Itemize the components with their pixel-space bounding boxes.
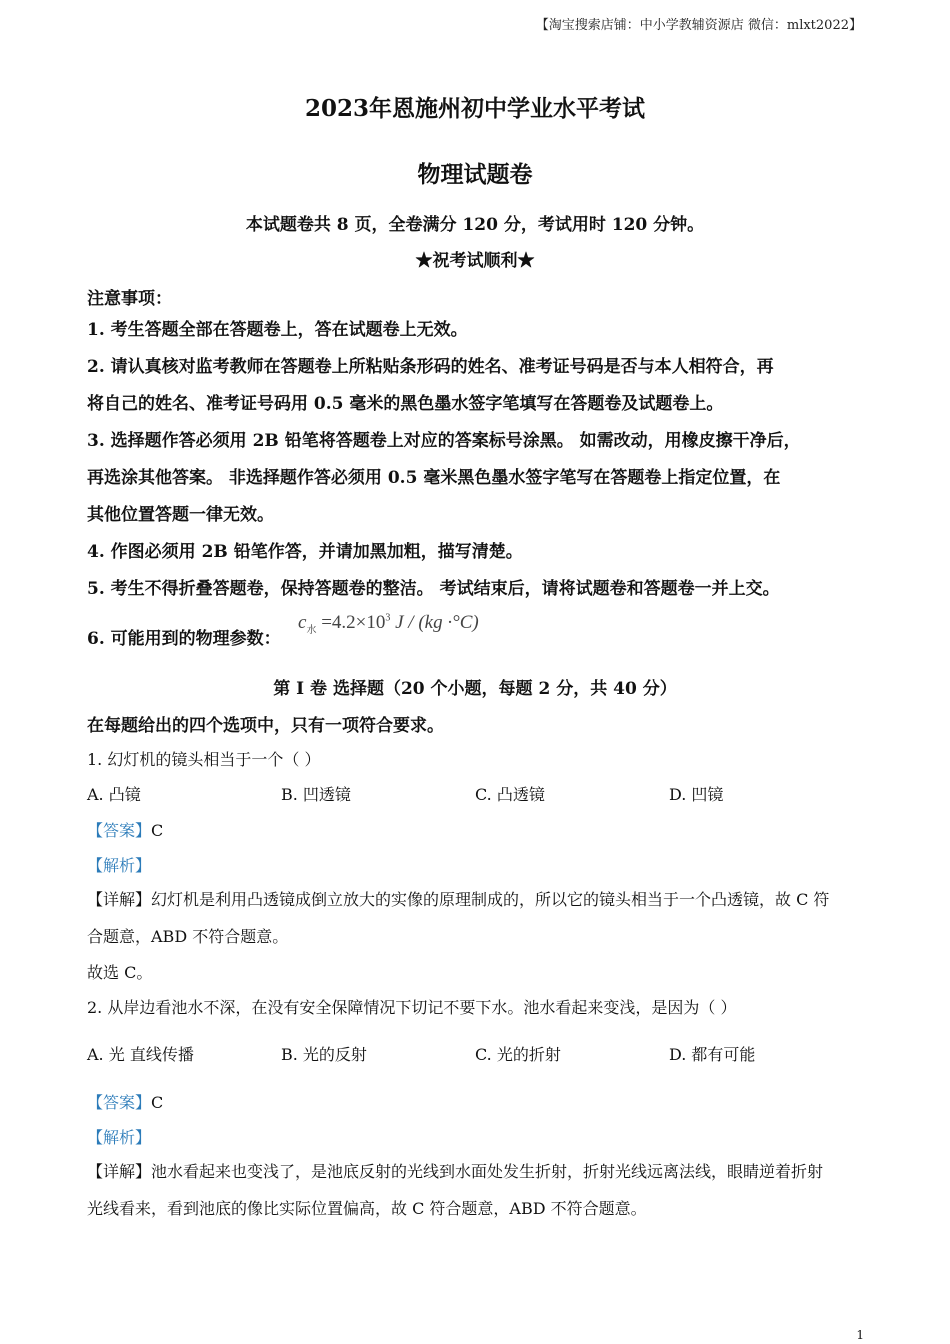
exam-subtitle: 物理试题卷: [417, 161, 533, 188]
answer-value: C: [151, 821, 164, 840]
param-label: 6. 可能用到的物理参数：: [87, 629, 281, 649]
detail-line: 故选 C。: [87, 963, 153, 982]
option-d: D. 都有可能: [669, 1045, 756, 1064]
notice-line: 4. 作图必须用 2B 铅笔作答，并请加黑加粗，描写清楚。: [87, 542, 523, 562]
analysis-tag: 【解析】: [87, 1128, 152, 1147]
notice-heading: 注意事项：: [87, 289, 172, 309]
option-b: B. 凹透镜: [281, 785, 351, 804]
formula-eq: =4.2×10: [321, 612, 386, 633]
option-b: B. 光的反射: [281, 1045, 367, 1064]
notice-line: 将自己的姓名、准考证号码用 0.5 毫米的黑色墨水签字笔填写在答题卷及试题卷上。: [87, 394, 724, 414]
analysis-tag: 【解析】: [87, 856, 152, 875]
option-c: C. 凸透镜: [475, 785, 545, 804]
question-stem: 1. 幻灯机的镜头相当于一个（ ）: [87, 750, 321, 769]
formula-symbol: c: [298, 612, 307, 633]
notice-line: 其他位置答题一律无效。: [87, 505, 274, 525]
notice-line: 2. 请认真核对监考教师在答题卷上所粘贴条形码的姓名、准考证号码是否与本人相符合，再: [87, 357, 774, 377]
exam-title: 2023年恩施州初中学业水平考试: [304, 95, 645, 122]
answer-tag: 【答案】: [87, 1093, 152, 1112]
answer-line: [87, 1090, 862, 1113]
detail-line: 光线看来，看到池底的像比实际位置偏高，故 C 符合题意，ABD 不符合题意。: [87, 1199, 647, 1218]
notice-list: [87, 312, 862, 608]
detail-line: 【详解】幻灯机是利用凸透镜成倒立放大的实像的原理制成的，所以它的镜头相当于一个凸透镜，故 C 符: [87, 890, 830, 909]
physics-formula: [298, 612, 479, 636]
formula-exp: 3: [385, 612, 391, 624]
exam-info: 本试题卷共 8 页，全卷满分 120 分，考试用时 120 分钟。: [245, 215, 705, 235]
option-a: A. 光 直线传播: [87, 1045, 194, 1064]
option-d: D. 凹镜: [669, 785, 724, 804]
detail-line: 【详解】池水看起来也变浅了，是池底反射的光线到水面处发生折射，折射光线远离法线，眼睛逆着折射: [87, 1162, 824, 1181]
answer-tag: 【答案】: [87, 821, 152, 840]
notice-line: 3. 选择题作答必须用 2B 铅笔将答题卷上对应的答案标号涂黑。 如需改动，用橡皮擦干净后，: [87, 431, 801, 451]
detail-line: 合题意，ABD 不符合题意。: [87, 927, 289, 946]
formula-subscript: 水: [306, 624, 317, 636]
page-number: 1: [856, 1328, 864, 1342]
formula-unit: J / (kg ·°C): [395, 612, 479, 633]
notice-line: 1. 考生答题全部在答题卷上，答在试题卷上无效。: [87, 320, 468, 340]
option-a: A. 凸镜: [87, 785, 141, 804]
section-instruction: 在每题给出的四个选项中，只有一项符合要求。: [87, 716, 444, 736]
blessing: ★祝考试顺利★: [415, 251, 535, 271]
question-stem: 2. 从岸边看池水不深，在没有安全保障情况下切记不要下水。池水看起来变浅，是因为（ ）: [87, 998, 737, 1017]
notice-line: 5. 考生不得折叠答题卷，保持答题卷的整洁。 考试结束后，请将试题卷和答题卷一并上交。: [87, 579, 780, 599]
header-note: 【淘宝搜索店铺：中小学教辅资源店 微信：mlxt2022】: [535, 18, 862, 33]
answer-line: [87, 818, 862, 841]
section-title: 第 I 卷 选择题（20 个小题，每题 2 分，共 40 分）: [273, 679, 677, 699]
notice-line: 再选涂其他答案。 非选择题作答必须用 0.5 毫米黑色墨水签字笔写在答题卷上指定位置，在: [87, 468, 781, 488]
option-c: C. 光的折射: [475, 1045, 561, 1064]
answer-value: C: [151, 1093, 164, 1112]
